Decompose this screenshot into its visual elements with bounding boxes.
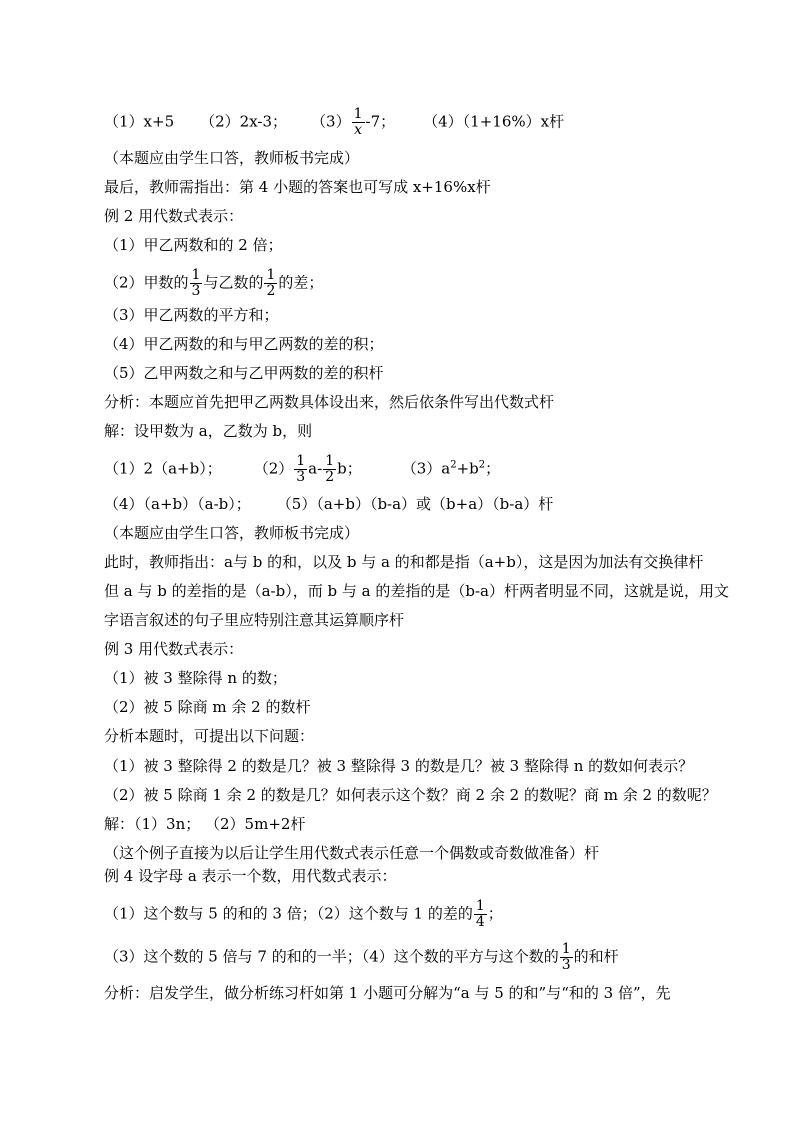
ex4-analysis: 分析：启发学生，做分析练习杆如第 1 小题可分解为“a 与 5 的和”与“和的 3 倍”，先 — [104, 984, 671, 1002]
ex2-analysis: 分析：本题应首先把甲乙两数具体设出来，然后依条件写出代数式杆 — [104, 393, 555, 411]
ex2-solution-4: （4）（a+b）（a-b）； — [104, 495, 251, 513]
ex3-solution: 解：（1）3n； （2）5m+2杆 — [104, 815, 306, 833]
ex2-question-5: （5）乙甲两数之和与乙甲两数的差的积杆 — [104, 364, 384, 382]
ex1-answer-3-label: （3） — [311, 112, 351, 131]
ex2-solutions-4-5 — [104, 494, 553, 514]
ex2-remark-line-2: 但 a 与 b 的差指的是（a-b），而 b 与 a 的差指的是（b-a）杆两者明显不同，这就是说，用文 — [104, 582, 729, 600]
ex1-final-remark: 最后，教师需指出：第 4 小题的答案也可写成 x+16%x杆 — [104, 178, 491, 196]
ex1-answer-3-fraction: $\frac{1}{x}$ — [353, 106, 363, 138]
ex2-question-3: （3）甲乙两数的平方和； — [104, 306, 279, 324]
ex1-answers-line — [104, 107, 564, 138]
ex4-title: 例 4 设字母 a 表示一个数，用代数式表示： — [104, 867, 397, 885]
fraction-one-half: $\frac{1}{2}$ — [266, 267, 276, 299]
ex3-analysis-1: （1）被 3 整除得 2 的数是几？被 3 整除得 3 的数是几？被 3 整除得 n 的数如何表示？ — [104, 757, 694, 775]
ex3-question-2: （2）被 5 除商 m 余 2 的数杆 — [104, 698, 311, 716]
ex3-analysis: 分析本题时，可提出以下问题： — [104, 727, 315, 745]
ex2-question-2: （2）甲数的 $\frac{1}{3}$ 与乙数的 $\frac{1}{2}$ 的差； — [104, 267, 324, 299]
ex2-remark-line-1: 此时，教师指出：a与 b 的和，以及 b 与 a 的和都是指（a+b），这是因为加法有交换律杆 — [104, 553, 704, 571]
ex2-question-4: （4）甲乙两数的和与甲乙两数的差的积； — [104, 335, 384, 353]
ex1-answer-3-tail: -7； — [365, 112, 396, 131]
ex1-note: （本题应由学生口答，教师板书完成） — [104, 149, 360, 167]
ex2-title: 例 2 用代数式表示： — [104, 207, 244, 225]
ex2-solution-3: （3）a — [401, 459, 451, 478]
fraction-one-quarter: $\frac{1}{4}$ — [475, 898, 485, 930]
ex2-solution-5: （5）（a+b）（b-a）或（b+a）（b-a）杆 — [276, 495, 554, 513]
ex2-solutions-1-3: （1）2（a+b）； （2） $\frac{1}{3}$ a- $\frac{1}{2}$ b； $(3)a^2+b^2$； — [104, 453, 501, 485]
ex3-title: 例 3 用代数式表示： — [104, 640, 244, 658]
ex3-question-1: （1）被 3 整除得 n 的数； — [104, 669, 287, 687]
ex3-note: （这个例子直接为以后让学生用代数式表示任意一个偶数或奇数做准备）杆 — [104, 844, 600, 862]
ex2-question-1: （1）甲乙两数和的 2 倍； — [104, 236, 283, 254]
fraction-one-third: $\frac{1}{3}$ — [191, 267, 201, 299]
ex4-questions-3-4: （3）这个数的 5 倍与 7 的和的一半；（4）这个数的平方与这个数的 $\frac{1}{3}$ 的和杆 — [104, 941, 619, 973]
ex2-solution-2-label: （2） — [253, 459, 294, 478]
ex3-analysis-2: （2）被 5 除商 1 余 2 的数是几？如何表示这个数？商 2 余 2 的数呢？商 m 余 2 的数呢？ — [104, 786, 717, 804]
ex2-solution-1: （1）2（a+b）； — [104, 459, 222, 478]
ex2-solution-intro: 解：设甲数为 a，乙数为 b，则 — [104, 422, 313, 440]
ex1-answer-1: （1）x+5 — [104, 112, 175, 131]
ex1-answer-4: （4）（1+16%）x杆 — [423, 112, 565, 131]
ex2-note: （本题应由学生口答，教师板书完成） — [104, 524, 360, 542]
fraction-one-third: $\frac{1}{3}$ — [296, 453, 306, 485]
ex4-questions-1-2: （1）这个数与 5 的和的 3 倍；（2）这个数与 1 的差的 $\frac{1}{4}$ ； — [104, 898, 503, 930]
ex1-answer-2: （2）2x-3； — [200, 112, 288, 131]
ex2-remark-line-3: 字语言叙述的句子里应特别注意其运算顺序杆 — [104, 611, 405, 629]
fraction-one-third: $\frac{1}{3}$ — [561, 941, 571, 973]
fraction-one-half: $\frac{1}{2}$ — [325, 453, 335, 485]
